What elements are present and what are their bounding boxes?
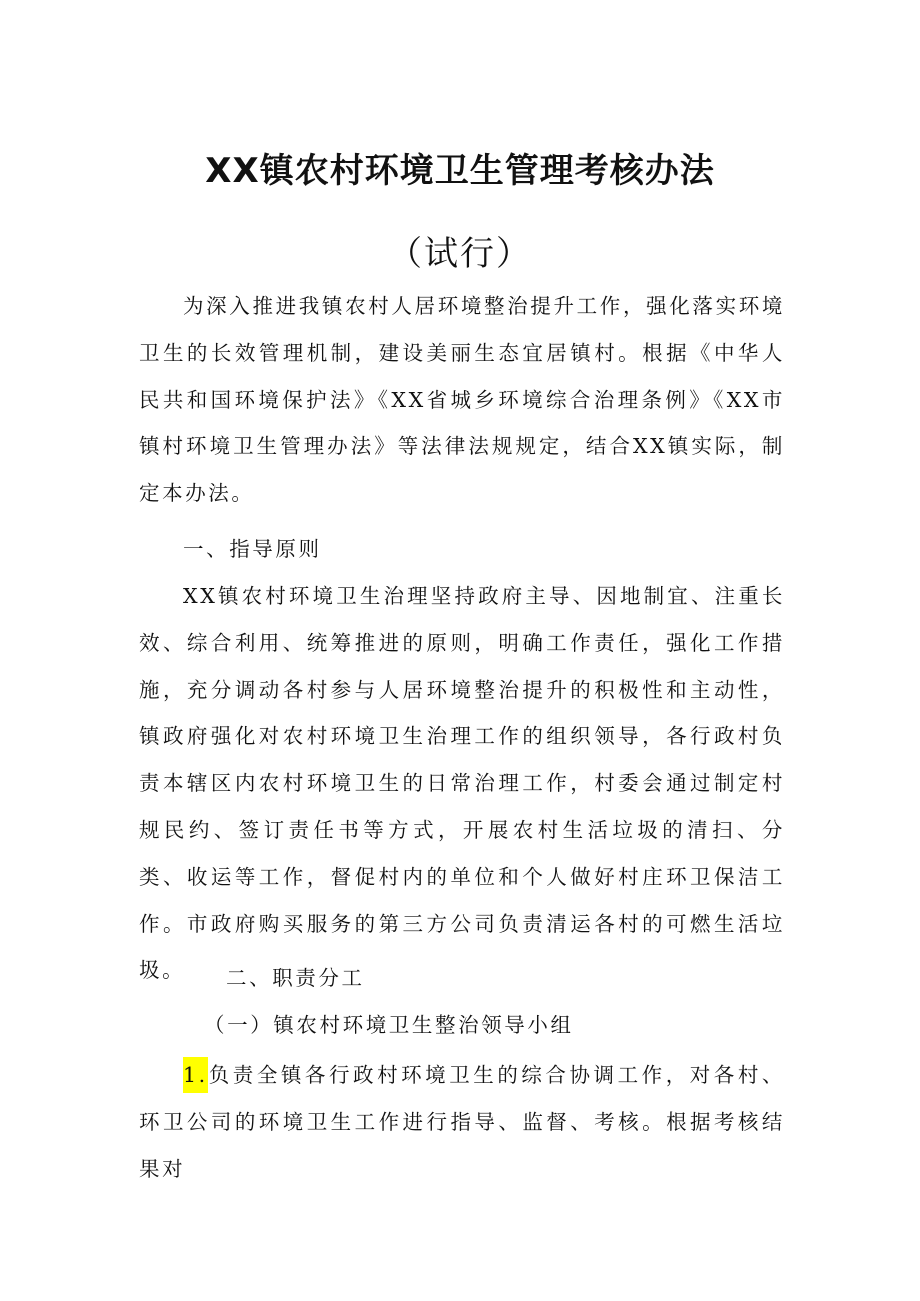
intro-paragraph: 为深入推进我镇农村人居环境整治提升工作，强化落实环境卫生的长效管理机制，建设美丽生态宜居镇村。根据《中华人民共和国环境保护法》《XX省城乡环境综合治理条例》《XX市镇村环境卫生管理办法》等法律法规规定，结合XX镇实际，制定本办法。 (139, 294, 785, 506)
item-text: 负责全镇各行政村环境卫生的综合协调工作，对各村、环卫公司的环境卫生工作进行指导、监督、考核。根据考核结果对 (139, 1063, 785, 1181)
subsection-heading-leading-group: （一）镇农村环境卫生整治领导小组 (204, 1013, 574, 1037)
principles-paragraph: XX镇农村环境卫生治理坚持政府主导、因地制宜、注重长效、综合利用、统筹推进的原则，明确工作责任，强化工作措施，充分调动各村参与人居环境整治提升的积极性和主动性，镇政府强化对农村环境卫生治理工作的组织领导，各行政村负责本辖区内农村环境卫生的日常治理工作，村委会通过制定村规民约、签订责任书等方式，开展农村生活垃圾的清扫、分类、收运等工作，督促村内的单位和个人做好村庄环卫保洁工作。市政府购买服务的第三方公司负责清运各村的可燃生活垃圾。 (139, 584, 785, 983)
document-title: XX镇农村环境卫生管理考核办法 (205, 151, 715, 191)
section-heading-duties: 二、职责分工 (226, 966, 365, 990)
section-heading-principles: 一、指导原则 (183, 537, 322, 561)
document-subtitle: （试行） (388, 234, 532, 274)
item-number-highlight: 1. (183, 1057, 208, 1093)
item-paragraph (139, 1052, 785, 1192)
